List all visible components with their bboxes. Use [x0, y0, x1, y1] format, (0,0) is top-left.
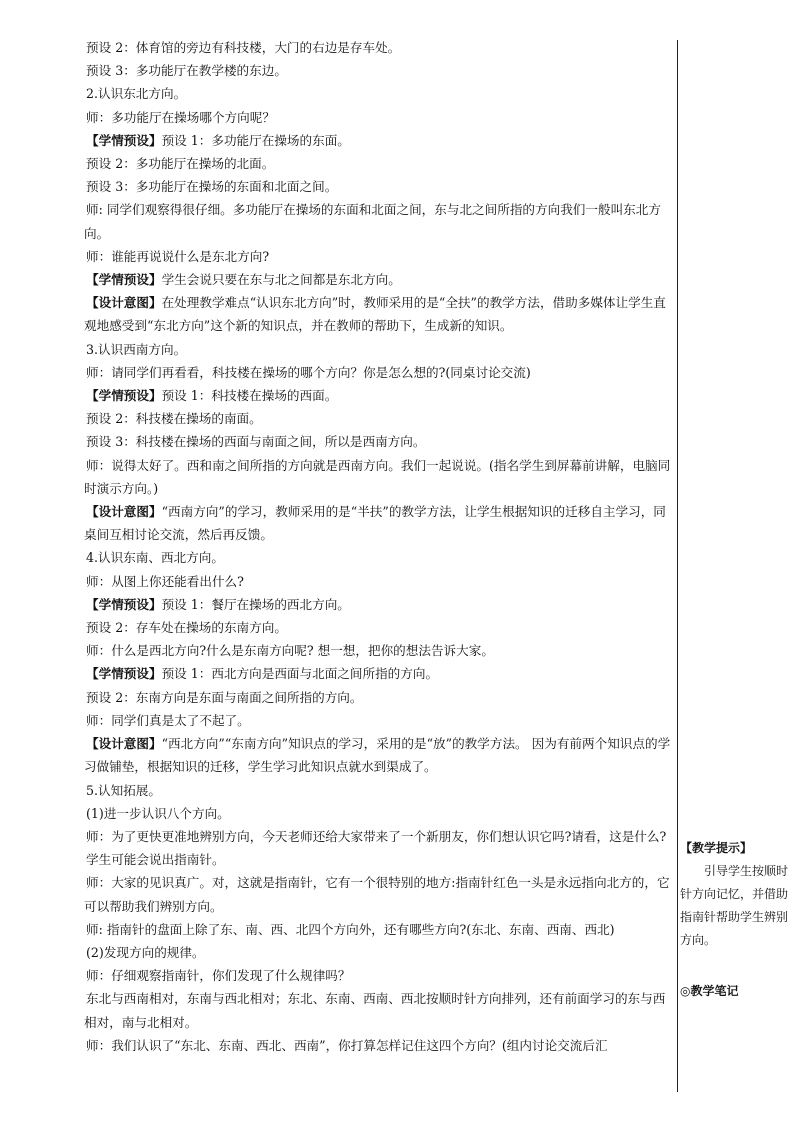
paragraph: [84, 268, 672, 291]
paragraph-text: 师：多功能厅在操场哪个方向呢？: [86, 109, 275, 125]
paragraph-text: 师：同学们真是太了不起了。: [86, 712, 250, 728]
paragraph-text: 师: 指南针的盘面上除了东、南、西、北四个方向外，还有哪些方向?(东北、东南、西南、西北): [86, 921, 615, 937]
paragraph: [84, 291, 672, 337]
paragraph: [84, 871, 672, 917]
paragraph: [84, 407, 672, 430]
paragraph: [84, 848, 672, 871]
paragraph: [84, 686, 672, 709]
paragraph-text: 预设 2：存车处在操场的东南方向。: [86, 620, 287, 636]
paragraph: [84, 36, 672, 59]
paragraph-text: (1)进一步认识八个方向。: [86, 805, 230, 821]
paragraph-text: 预设 1：西北方向是西面与北面之间所指的方向。: [161, 666, 439, 682]
teaching-notes-box: [680, 980, 792, 1003]
paragraph: [84, 802, 672, 825]
paragraph-text: 师: 同学们观察得很仔细。多功能厅在操场的东面和北面之间，东与北之间所指的方向我们一般叫东北方向。: [84, 202, 661, 241]
paragraph-text: 师：为了更快更准地辨别方向，今天老师还给大家带来了一个新朋友，你们想认识它吗?请看，这是什么?: [86, 828, 667, 844]
paragraph: [84, 500, 672, 546]
paragraph-text: 师：从图上你还能看出什么?: [86, 573, 244, 589]
paragraph-text: 师：大家的见识真广。对，这就是指南针，它有一个很特别的地方:指南针红色一头是永远指向北方的，它可以帮助我们辨别方向。: [84, 875, 670, 914]
section-tag: 【设计意图】: [86, 504, 162, 520]
paragraph: [84, 198, 672, 244]
paragraph-text: (2)发现方向的规律。: [86, 944, 205, 960]
paragraph-text: 预设 2：科技楼在操场的南面。: [86, 411, 262, 427]
paragraph-text: 3.认识西南方向。: [86, 341, 187, 357]
paragraph: [84, 430, 672, 453]
paragraph: [84, 987, 672, 1033]
lesson-plan-body: [84, 36, 672, 1057]
paragraph: [84, 59, 672, 82]
paragraph: [84, 546, 672, 569]
paragraph: [84, 964, 672, 987]
teaching-tip-title: 【教学提示】: [680, 841, 753, 855]
paragraph: [84, 384, 672, 407]
paragraph-text: 预设 3：多功能厅在操场的东面和北面之间。: [86, 179, 338, 195]
paragraph: [84, 106, 672, 129]
paragraph: [84, 152, 672, 175]
section-tag: 【学情预设】: [86, 596, 162, 612]
paragraph-text: 预设 3：多功能厅在教学楼的东边。: [86, 63, 287, 79]
paragraph: [84, 662, 672, 685]
paragraph-text: 预设 1：餐厅在操场的西北方向。: [161, 596, 350, 612]
paragraph: [84, 175, 672, 198]
paragraph: [84, 616, 672, 639]
section-tag: 【学情预设】: [86, 666, 162, 682]
section-tag: 【设计意图】: [86, 295, 162, 311]
teaching-notes-title: ◎教学笔记: [680, 984, 739, 998]
paragraph: [84, 825, 672, 848]
paragraph-text: 预设 1：科技楼在操场的西面。: [161, 388, 338, 404]
teaching-tip-body: 引导学生按顺时针方向记忆，并借助指南针帮助学生辨别方向。: [680, 864, 789, 947]
paragraph-text: “西北方向”“东南方向”知识点的学习，采用的是“放”的教学方法。 因为有前两个知识点的学习做铺垫，根据知识的迁移，学生学习此知识点就水到渠成了。: [84, 736, 671, 775]
paragraph-text: 预设 1：多功能厅在操场的东面。: [161, 132, 350, 148]
section-tag: 【学情预设】: [86, 388, 162, 404]
paragraph: [84, 82, 672, 105]
paragraph: [84, 1034, 672, 1057]
paragraph: [84, 918, 672, 941]
paragraph: [84, 245, 672, 268]
section-tag: 【学情预设】: [86, 132, 162, 148]
paragraph: [84, 941, 672, 964]
paragraph-text: 师：什么是西北方向?什么是东南方向呢? 想一想，把你的想法告诉大家。: [86, 643, 494, 659]
paragraph-text: 预设 2：体育馆的旁边有科技楼，大门的右边是存车处。: [86, 40, 401, 55]
paragraph-text: 4.认识东南、西北方向。: [86, 550, 224, 566]
paragraph: [84, 361, 672, 384]
section-tag: 【学情预设】: [86, 272, 162, 288]
paragraph: [84, 593, 672, 616]
paragraph-text: 学生会说只要在东与北之间都是东北方向。: [161, 272, 401, 288]
paragraph-text: 预设 2：东南方向是东面与南面之间所指的方向。: [86, 689, 363, 705]
paragraph-text: “西南方向”的学习，教师采用的是“半扶”的教学方法，让学生根据知识的迁移自主学习，同桌间互相讨论交流，然后再反馈。: [84, 504, 666, 543]
paragraph-text: 5.认知拓展。: [86, 782, 161, 798]
paragraph-text: 师：请同学们再看看，科技楼在操场的哪个方向？你是怎么想的?(同桌讨论交流): [86, 364, 531, 380]
paragraph: [84, 709, 672, 732]
paragraph: [84, 570, 672, 593]
paragraph-text: 2.认识东北方向。: [86, 86, 187, 102]
paragraph: [84, 779, 672, 802]
paragraph-text: 师：仔细观察指南针，你们发现了什么规律吗？: [86, 968, 351, 984]
paragraph: [84, 639, 672, 662]
paragraph-text: 学生可能会说出指南针。: [86, 852, 225, 868]
paragraph: [84, 338, 672, 361]
paragraph: [84, 129, 672, 152]
paragraph: [84, 454, 672, 500]
section-tag: 【设计意图】: [86, 736, 162, 752]
paragraph: [84, 732, 672, 778]
paragraph-text: 东北与西南相对，东南与西北相对；东北、东南、西南、西北按顺时针方向排列，还有前面学习的东与西相对，南与北相对。: [84, 991, 666, 1030]
paragraph-text: 预设 2：多功能厅在操场的北面。: [86, 156, 275, 172]
paragraph-text: 在处理教学难点“认识东北方向”时，教师采用的是“全扶”的教学方法，借助多媒体让学生直观地感受到“东北方向”这个新的知识点，并在教师的帮助下，生成新的知识。: [84, 295, 666, 334]
teaching-tip-box: [680, 837, 792, 952]
paragraph-text: 师：说得太好了。西和南之间所指的方向就是西南方向。我们一起说说。(指名学生到屏幕前讲解，电脑同时演示方向。): [84, 457, 671, 496]
paragraph-text: 师：我们认识了“东北、东南、西北、西南”，你打算怎样记住这四个方向？(组内讨论交流后汇: [86, 1037, 608, 1053]
paragraph-text: 师：谁能再说说什么是东北方向?: [86, 248, 270, 264]
paragraph-text: 预设 3：科技楼在操场的西面与南面之间，所以是西南方向。: [86, 434, 426, 450]
margin-divider: [677, 40, 678, 1092]
